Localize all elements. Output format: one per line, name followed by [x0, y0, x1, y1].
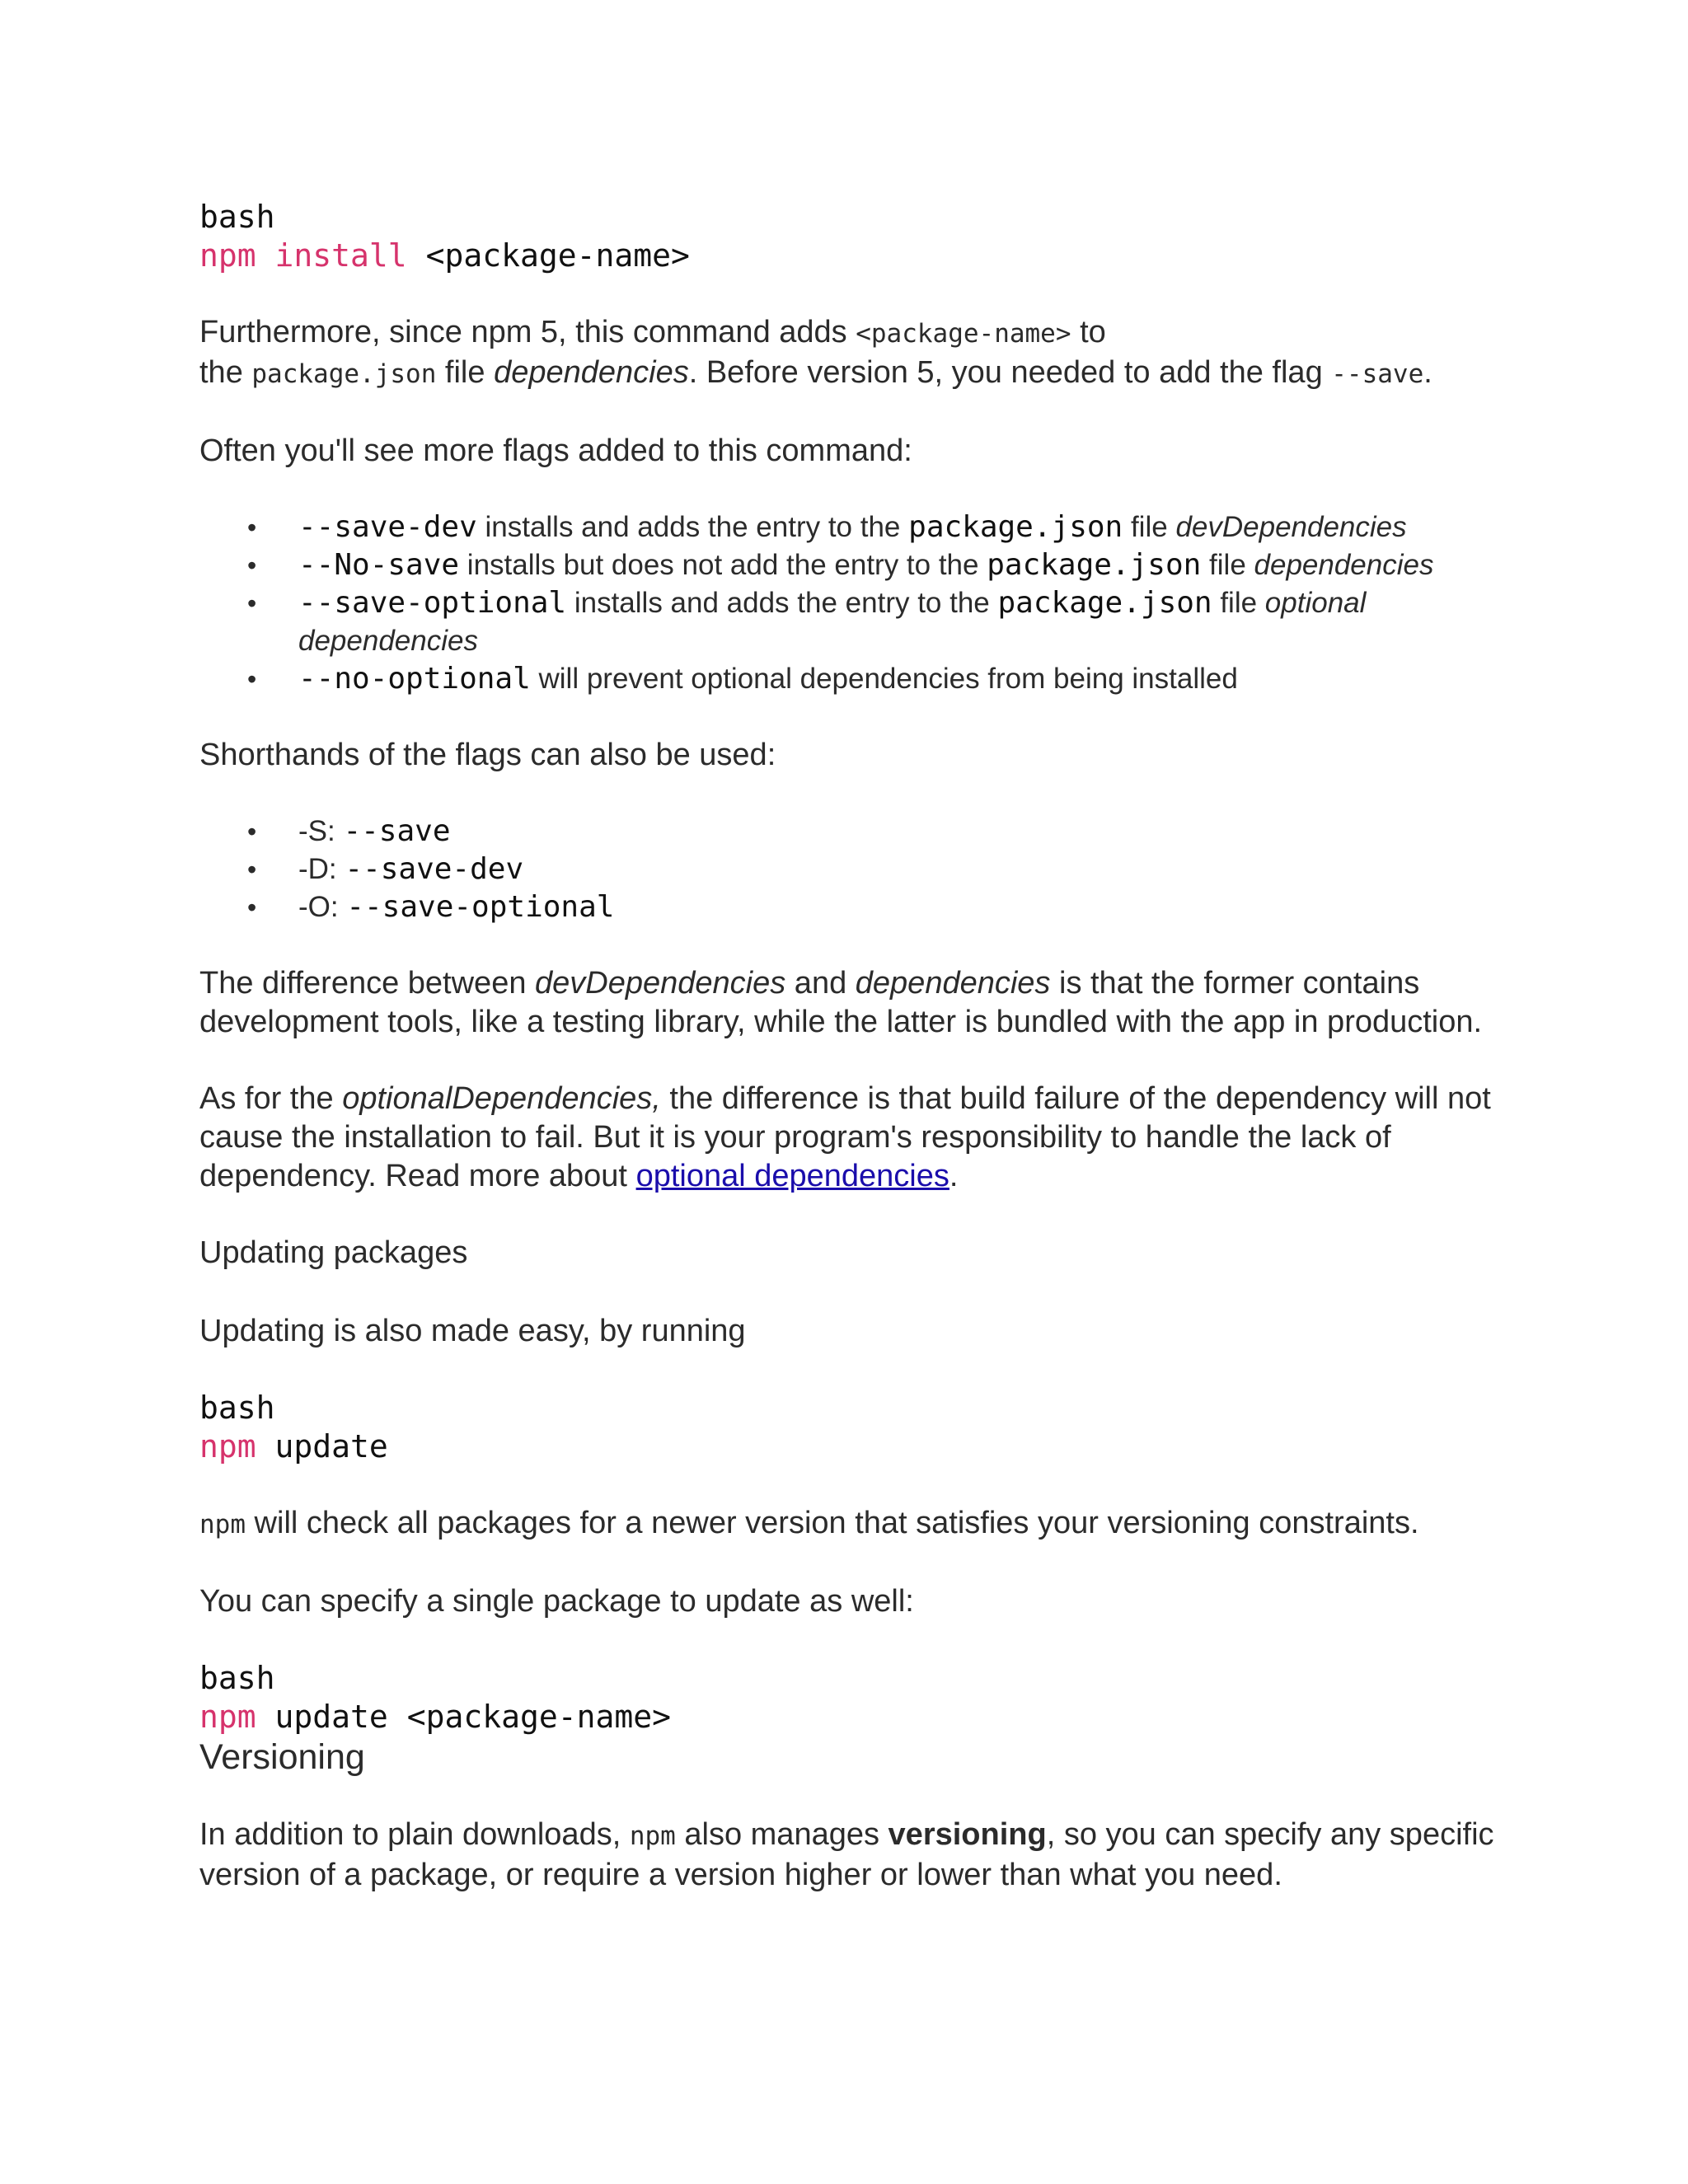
- text: the: [199, 355, 252, 390]
- text: installs and adds the entry to the: [476, 511, 909, 543]
- flag-code: --No-save: [298, 548, 460, 582]
- flag-code: --no-optional: [298, 662, 531, 696]
- text: .: [1423, 355, 1432, 390]
- code-lang-label: bash: [199, 199, 275, 235]
- code-block-install: [199, 198, 1518, 275]
- code-line: [199, 1427, 1518, 1466]
- optional-dependencies-link[interactable]: optional dependencies: [635, 1159, 950, 1193]
- code-line: [199, 1698, 1518, 1736]
- text: Furthermore, since npm 5, this command adds: [199, 315, 856, 349]
- text: file: [1212, 587, 1265, 619]
- shorthand-key: -S:: [298, 815, 344, 847]
- flag-code: --save: [343, 814, 451, 848]
- paragraph-versioning: [199, 1816, 1518, 1895]
- flags-list: [199, 509, 1518, 698]
- flag-code: --save-dev: [345, 852, 524, 886]
- text: . Before version 5, you needed to add the flag: [688, 355, 1332, 390]
- code-subcommand: update: [274, 1428, 388, 1465]
- code-command: npm: [199, 1699, 256, 1735]
- heading-versioning: Versioning: [199, 1737, 365, 1777]
- paragraph-single-package: You can specify a single package to update as well:: [199, 1584, 914, 1619]
- shorthands-list: [199, 813, 1518, 926]
- list-item: [298, 813, 1518, 851]
- text: to: [1071, 315, 1106, 349]
- flag-code: --save-optional: [346, 890, 615, 924]
- code-block-update-package: [199, 1659, 1518, 1736]
- section-updating-packages: Updating packages: [199, 1235, 468, 1270]
- paragraph-install-info: [199, 313, 1518, 394]
- inline-code: npm: [629, 1821, 676, 1851]
- code-command: npm: [199, 1428, 256, 1465]
- paragraph-flags-intro: Often you'll see more flags added to this command:: [199, 434, 912, 468]
- paragraph-dependencies-difference: [199, 964, 1518, 1042]
- emphasis: dependencies: [855, 966, 1051, 1001]
- code-lang-label: bash: [199, 1390, 275, 1426]
- bold-text: versioning: [888, 1817, 1047, 1852]
- code-command: npm: [199, 237, 256, 274]
- code-block-update: [199, 1389, 1518, 1466]
- list-item: [298, 888, 1518, 926]
- text: In addition to plain downloads,: [199, 1817, 630, 1852]
- inline-code: package.json: [251, 359, 437, 389]
- list-item: [298, 660, 1518, 698]
- text: and: [785, 966, 856, 1001]
- flag-code: --save-dev: [298, 510, 477, 544]
- code-argument: <package-name>: [406, 1699, 671, 1735]
- text: will check all packages for a newer version that satisfies your versioning constraints.: [246, 1506, 1419, 1540]
- text: also manages: [675, 1817, 889, 1852]
- list-item: [298, 584, 1518, 660]
- text: installs but does not add the entry to the: [459, 549, 987, 581]
- flag-code: --save-optional: [298, 586, 567, 620]
- code-subcommand: install: [274, 237, 407, 274]
- inline-code: package.json: [997, 586, 1212, 620]
- inline-code: <package-name>: [856, 319, 1071, 349]
- text: The difference between: [199, 966, 536, 1001]
- text: , so you can specify any specific version of a package, or require a version higher or lower than what you need.: [199, 1817, 1494, 1892]
- inline-code: package.json: [987, 548, 1202, 582]
- emphasis: devDependencies: [535, 966, 786, 1001]
- paragraph-optional-dependencies: [199, 1080, 1518, 1196]
- text: As for the: [199, 1081, 343, 1116]
- text: .: [949, 1159, 959, 1193]
- list-item: [298, 851, 1518, 888]
- inline-code: npm: [199, 1510, 246, 1540]
- text: file: [1201, 549, 1254, 581]
- text: will prevent optional dependencies from being installed: [530, 663, 1238, 695]
- paragraph-updating-intro: Updating is also made easy, by running: [199, 1314, 746, 1348]
- text: is that the former contains development tools, like a testing library, while the latter is bundled with the app in production.: [199, 966, 1483, 1039]
- paragraph-shorthands-intro: Shorthands of the flags can also be used:: [199, 738, 776, 772]
- text: file: [1123, 511, 1176, 543]
- emphasis: dependencies: [494, 355, 689, 390]
- inline-code: package.json: [908, 510, 1123, 544]
- list-item: [298, 546, 1518, 584]
- shorthand-key: -O:: [298, 891, 347, 923]
- emphasis: devDependencies: [1175, 511, 1407, 543]
- shorthand-key: -D:: [298, 853, 345, 885]
- document-content: [199, 198, 1518, 1895]
- text: installs and adds the entry to the: [566, 587, 998, 619]
- code-lang-label: bash: [199, 1660, 275, 1696]
- emphasis: optional dependencies: [298, 587, 1367, 657]
- list-item: [298, 509, 1518, 546]
- emphasis: dependencies: [1254, 549, 1434, 581]
- code-line: [199, 237, 1518, 275]
- emphasis: optionalDependencies,: [342, 1081, 661, 1116]
- code-subcommand: update: [274, 1699, 388, 1735]
- inline-code: --save: [1331, 359, 1424, 389]
- text: file: [436, 355, 495, 390]
- paragraph-update-check: [199, 1504, 1518, 1544]
- code-argument: <package-name>: [425, 237, 690, 274]
- text: the difference is that build failure of the dependency will not cause the installation to fail. But it is your program's responsibility to handle the lack of dependency. Read more about: [199, 1081, 1491, 1193]
